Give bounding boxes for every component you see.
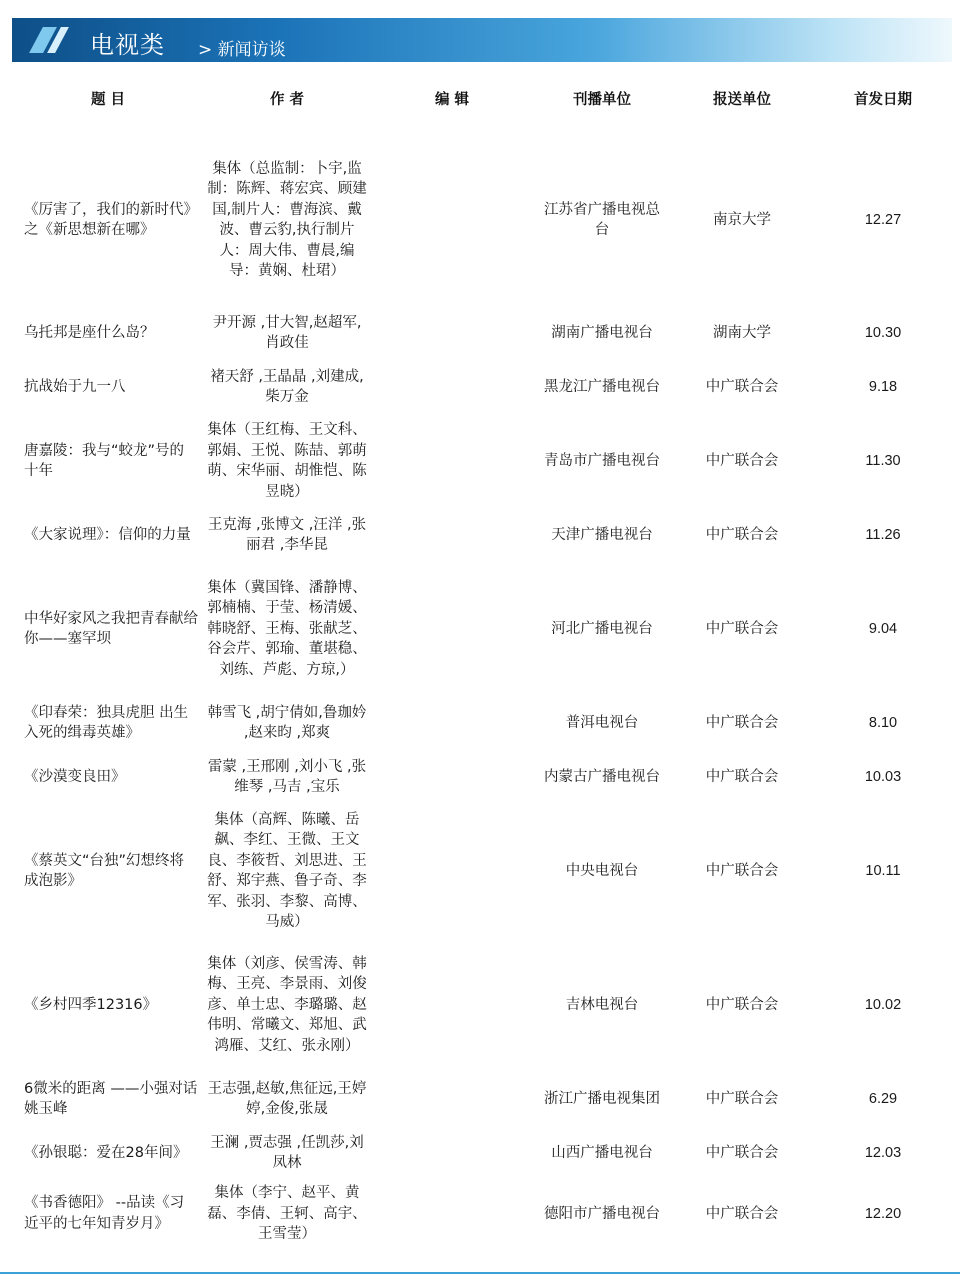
row-editor: [372, 696, 532, 750]
row-date: 11.30: [865, 452, 901, 469]
row-editor: [372, 1126, 532, 1180]
row-title: 唐嘉陵：我与“蛟龙”号的十年: [24, 442, 185, 479]
table-row: [14, 508, 954, 562]
row-editor: [372, 414, 532, 508]
header-title: 题 目: [90, 91, 126, 108]
table-row: [14, 1072, 954, 1126]
row-author: 集体（总监制：卜宇,监制：陈辉、蒋宏宾、顾建国,制片人：曹海滨、戴波、曹云豹,执行制片人：周大伟、曹晨,编导：黄娴、杜珺）: [207, 160, 367, 279]
row-publisher: 山西广播电视台: [551, 1144, 653, 1161]
row-date: 10.03: [864, 768, 902, 785]
row-submitter: 中广联合会: [705, 862, 779, 879]
row-submitter: 中广联合会: [705, 452, 779, 469]
awards-table: [14, 78, 954, 1248]
row-author: 集体（刘彦、侯雪涛、韩梅、王亮、李景雨、刘俊彦、单士忠、李璐璐、赵伟明、常曦文、郑旭、武鸿雁、艾红、张永刚）: [207, 955, 367, 1054]
row-date: 12.20: [864, 1205, 902, 1222]
row-editor: [372, 562, 532, 696]
row-author: 集体（王红梅、王文科、郭娟、王悦、陈喆、郭萌萌、宋华丽、胡惟恺、陈昱晓）: [207, 422, 367, 500]
table-row: [14, 804, 954, 938]
row-title: 《厉害了，我们的新时代》之《新思想新在哪》: [24, 201, 198, 238]
row-submitter: 中广联合会: [705, 1144, 779, 1161]
row-submitter: 中广联合会: [705, 1090, 779, 1107]
row-submitter: 中广联合会: [705, 378, 779, 395]
row-publisher: 浙江广播电视集团: [544, 1090, 660, 1107]
header-publisher: 刊播单位: [573, 91, 631, 108]
row-publisher: 吉林电视台: [565, 996, 639, 1013]
table-row: [14, 696, 954, 750]
row-date: 9.18: [868, 378, 898, 395]
row-date: 12.03: [864, 1144, 902, 1161]
row-author: 王澜 ,贾志强 ,任凯莎,刘凤林: [210, 1134, 364, 1171]
row-editor: [372, 1180, 532, 1248]
row-title: 《蔡英文“台独”幻想终将成泡影》: [24, 852, 185, 889]
row-editor: [372, 360, 532, 414]
row-title: 《印春荣：独具虎胆 出生入死的缉毒英雄》: [24, 704, 189, 741]
row-date: 10.11: [865, 862, 901, 879]
row-title: 《乡村四季12316》: [24, 996, 158, 1013]
row-editor: [372, 750, 532, 804]
table-row: [14, 360, 954, 414]
row-submitter: 中广联合会: [705, 714, 779, 731]
row-publisher: 江苏省广播电视总台: [544, 201, 660, 238]
row-publisher: 湖南广播电视台: [551, 324, 653, 341]
row-title: 《孙银聪：爱在28年间》: [24, 1144, 188, 1161]
row-author: 集体（李宁、赵平、黄磊、李倩、王轲、高宇、王雪莹）: [207, 1185, 367, 1242]
row-author: 褚天舒 ,王晶晶 ,刘建成,柴万金: [210, 368, 364, 405]
row-title: 6微米的距离 ——小强对话姚玉峰: [24, 1080, 198, 1117]
row-title: 《书香德阳》 --品读《习近平的七年知青岁月》: [24, 1195, 185, 1232]
row-editor: [372, 938, 532, 1072]
row-date: 10.02: [864, 996, 902, 1013]
header-submitter: 报送单位: [713, 91, 771, 108]
row-title: 《沙漠变良田》: [24, 768, 126, 785]
row-editor: [372, 508, 532, 562]
header-date: 首发日期: [854, 91, 912, 108]
row-editor: [372, 804, 532, 938]
row-publisher: 河北广播电视台: [551, 620, 653, 637]
row-submitter: 中广联合会: [705, 768, 779, 785]
table-row: [14, 1180, 954, 1248]
row-date: 11.26: [865, 526, 901, 543]
header-editor: 编 辑: [434, 91, 470, 108]
row-submitter: 南京大学: [713, 211, 771, 228]
row-author: 雷蒙 ,王邢刚 ,刘小飞 ,张维琴 ,马吉 ,宝乐: [207, 758, 367, 795]
table-row: [14, 938, 954, 1072]
subcategory-title: > 新闻访谈: [198, 40, 286, 60]
row-date: 9.04: [868, 620, 898, 637]
row-author: 王克海 ,张博文 ,汪洋 ,张丽君 ,李华昆: [207, 516, 367, 553]
row-submitter: 中广联合会: [705, 996, 779, 1013]
row-author: 韩雪飞 ,胡宁倩如,鲁珈妗 ,赵来昀 ,郑爽: [207, 704, 367, 741]
row-publisher: 青岛市广播电视台: [544, 452, 660, 469]
section-banner: [12, 18, 952, 62]
table-body: [14, 134, 954, 1248]
row-publisher: 中央电视台: [565, 862, 639, 879]
row-title: 乌托邦是座什么岛？: [24, 324, 155, 341]
category-title: 电视类: [90, 31, 165, 59]
row-submitter: 中广联合会: [705, 1205, 779, 1222]
row-date: 6.29: [868, 1090, 898, 1107]
row-submitter: 湖南大学: [713, 324, 771, 341]
row-editor: [372, 1072, 532, 1126]
row-submitter: 中广联合会: [705, 620, 779, 637]
table-row: [14, 750, 954, 804]
header-author: 作 者: [269, 91, 305, 108]
row-author: 集体（高辉、陈曦、岳飙、李红、王微、王文良、李筱哲、刘思进、王舒、郑宇燕、鲁子奇、李军、张羽、李黎、高博、马威）: [207, 811, 367, 930]
table-row: [14, 1126, 954, 1180]
table-row: [14, 134, 954, 306]
row-publisher: 普洱电视台: [565, 714, 639, 731]
row-author: 集体（冀国锋、潘静博、郭楠楠、于莹、杨清媛、韩晓舒、王梅、张献芝、谷会芹、郭瑜、董堪稳、刘练、芦彪、方琼,）: [207, 579, 367, 678]
row-editor: [372, 306, 532, 360]
table-row: [14, 414, 954, 508]
row-date: 10.30: [864, 324, 902, 341]
row-title: 《大家说理》：信仰的力量: [24, 526, 191, 543]
row-date: 8.10: [868, 714, 898, 731]
row-publisher: 黑龙江广播电视台: [544, 378, 660, 395]
bottom-rule: [0, 1272, 960, 1274]
row-author: 王志强,赵敏,焦征远,王婷婷,金俊,张晟: [207, 1080, 367, 1117]
row-publisher: 德阳市广播电视台: [544, 1205, 660, 1222]
row-author: 尹开源 ,甘大智,赵超军,肖政佳: [212, 314, 362, 351]
table-header-row: [14, 78, 954, 118]
table-row: [14, 562, 954, 696]
row-submitter: 中广联合会: [705, 526, 779, 543]
row-title: 中华好家风之我把青春献给你——塞罕坝: [24, 610, 198, 647]
row-editor: [372, 134, 532, 306]
row-publisher: 内蒙古广播电视台: [544, 768, 660, 785]
row-title: 抗战始于九一八: [24, 378, 126, 395]
table-row: [14, 306, 954, 360]
row-date: 12.27: [864, 211, 902, 228]
row-publisher: 天津广播电视台: [551, 526, 653, 543]
